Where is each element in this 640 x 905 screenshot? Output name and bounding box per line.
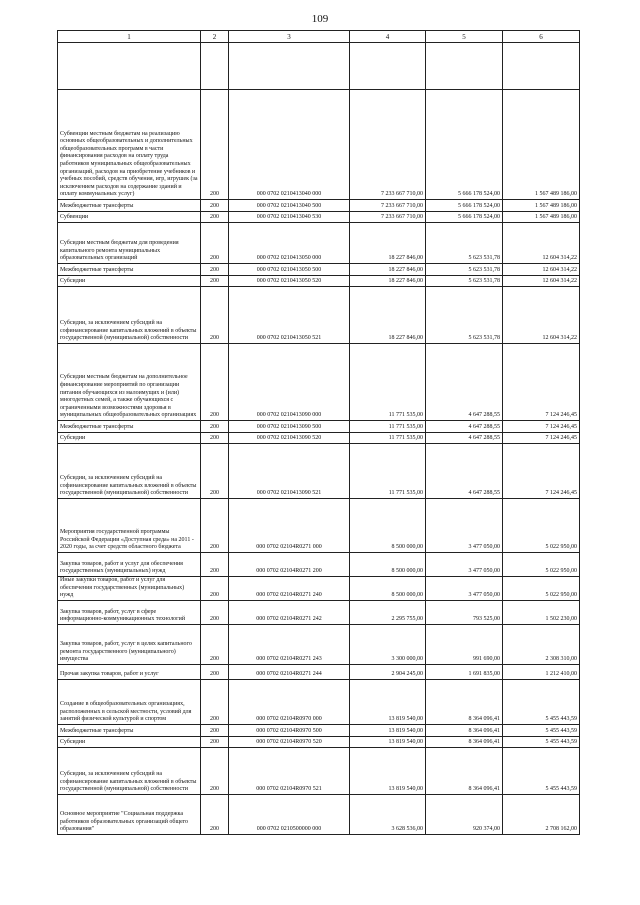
row-kvr: 200 (201, 344, 229, 421)
row-name: Субсидии (58, 433, 201, 444)
row-value-remaining: 7 124 246,45 (503, 421, 580, 433)
row-code: 000 0702 0210413050 000 (229, 223, 350, 264)
table-row (58, 212, 580, 223)
row-name: Межбюджетные трансферты (58, 725, 201, 737)
row-value-approved: 18 227 846,00 (350, 276, 426, 287)
row-value-remaining: 12 604 314,22 (503, 287, 580, 344)
row-code: 000 0702 02104R0970 500 (229, 725, 350, 737)
row-value-approved: 11 771 535,00 (350, 433, 426, 444)
col-header-3: 3 (229, 31, 350, 43)
row-name: Закупка товаров, работ, услуг в целях капитального ремонта государственного (муниципального) имущества (58, 625, 201, 665)
row-value-remaining: 5 022 950,00 (503, 499, 580, 553)
row-value-approved: 13 819 540,00 (350, 680, 426, 725)
row-kvr: 200 (201, 499, 229, 553)
table-header-row (58, 31, 580, 43)
row-code: 000 0702 0210413090 500 (229, 421, 350, 433)
col-header-4: 4 (350, 31, 426, 43)
row-code: 000 0702 02104R0271 243 (229, 625, 350, 665)
col-header-2: 2 (201, 31, 229, 43)
row-value-executed: 920 374,00 (426, 795, 503, 835)
row-value-approved: 13 819 540,00 (350, 737, 426, 748)
table-row (58, 553, 580, 577)
row-kvr: 200 (201, 577, 229, 601)
row-value-approved: 18 227 846,00 (350, 264, 426, 276)
row-value-approved (350, 43, 426, 90)
row-name: Субсидии, за исключением субсидий на софинансирование капитальных вложений в объекты государственной (муниципальной) собственности (58, 444, 201, 499)
row-kvr: 200 (201, 433, 229, 444)
row-code: 000 0702 0210413040 500 (229, 200, 350, 212)
row-code: 000 0702 0210500000 000 (229, 795, 350, 835)
row-value-remaining: 7 124 246,45 (503, 344, 580, 421)
row-value-approved: 11 771 535,00 (350, 344, 426, 421)
row-code: 000 0702 0210413050 520 (229, 276, 350, 287)
table-row (58, 287, 580, 344)
row-value-remaining: 5 455 443,59 (503, 737, 580, 748)
row-kvr: 200 (201, 680, 229, 725)
row-value-remaining: 5 455 443,59 (503, 725, 580, 737)
row-name: Иные закупки товаров, работ и услуг для обеспечения государственных (муниципальных) нужд (58, 577, 201, 601)
row-name: Прочая закупка товаров, работ и услуг (58, 665, 201, 680)
col-header-6: 6 (503, 31, 580, 43)
row-value-remaining: 1 567 489 186,00 (503, 90, 580, 200)
row-code: 000 0702 0210413050 521 (229, 287, 350, 344)
row-name: Межбюджетные трансферты (58, 421, 201, 433)
row-value-executed: 8 364 096,41 (426, 725, 503, 737)
row-value-remaining: 12 604 314,22 (503, 264, 580, 276)
table-row (58, 43, 580, 90)
row-kvr: 200 (201, 200, 229, 212)
row-value-approved: 18 227 846,00 (350, 223, 426, 264)
table-row (58, 665, 580, 680)
row-value-remaining (503, 43, 580, 90)
row-value-approved: 7 233 667 710,00 (350, 90, 426, 200)
table-row (58, 737, 580, 748)
row-name: Межбюджетные трансферты (58, 200, 201, 212)
row-kvr: 200 (201, 287, 229, 344)
row-value-executed: 1 691 835,00 (426, 665, 503, 680)
row-value-remaining: 1 567 489 186,00 (503, 212, 580, 223)
row-value-executed: 4 647 288,55 (426, 344, 503, 421)
row-value-remaining: 1 502 230,00 (503, 601, 580, 625)
row-name: Основное мероприятие "Социальная поддержка работников образовательных организаций общего образования" (58, 795, 201, 835)
table-row (58, 577, 580, 601)
row-value-remaining: 12 604 314,22 (503, 276, 580, 287)
row-value-approved: 2 904 245,00 (350, 665, 426, 680)
row-name: Субсидии местным бюджетам на дополнительное финансирование мероприятий по организации питания обучающихся из малоимущих и (или) многодетных семей, а также обучающихся с ограниченными возможностями здоровья в муниципальных общеобразовательных организациях (58, 344, 201, 421)
row-value-remaining: 1 567 489 186,00 (503, 200, 580, 212)
row-value-executed: 8 364 096,41 (426, 737, 503, 748)
row-name: Закупка товаров, работ и услуг для обеспечения государственных (муниципальных) нужд (58, 553, 201, 577)
row-code: 000 0702 0210413040 000 (229, 90, 350, 200)
row-value-approved: 7 233 667 710,00 (350, 212, 426, 223)
row-name (58, 43, 201, 90)
row-code: 000 0702 02104R0271 000 (229, 499, 350, 553)
row-kvr: 200 (201, 737, 229, 748)
row-value-executed: 3 477 050,00 (426, 577, 503, 601)
row-value-remaining: 5 455 443,59 (503, 748, 580, 795)
row-value-executed: 4 647 288,55 (426, 421, 503, 433)
row-value-approved: 11 771 535,00 (350, 421, 426, 433)
row-value-approved: 13 819 540,00 (350, 725, 426, 737)
table-row (58, 200, 580, 212)
row-value-executed: 793 525,00 (426, 601, 503, 625)
row-name: Межбюджетные трансферты (58, 264, 201, 276)
row-name: Субсидии, за исключением субсидий на софинансирование капитальных вложений в объекты государственной (муниципальной) собственности (58, 287, 201, 344)
table-row (58, 748, 580, 795)
row-value-approved: 8 500 000,00 (350, 499, 426, 553)
table-row (58, 421, 580, 433)
row-value-executed: 5 666 178 524,00 (426, 200, 503, 212)
table-row (58, 601, 580, 625)
row-code: 000 0702 02104R0271 240 (229, 577, 350, 601)
col-header-5: 5 (426, 31, 503, 43)
row-code: 000 0702 02104R0271 244 (229, 665, 350, 680)
table-row (58, 499, 580, 553)
row-code: 000 0702 0210413050 500 (229, 264, 350, 276)
row-value-executed: 5 666 178 524,00 (426, 90, 503, 200)
row-name: Субсидии местным бюджетам для проведения капитального ремонта муниципальных образовательных организаций (58, 223, 201, 264)
row-value-remaining: 2 708 162,00 (503, 795, 580, 835)
row-name: Субсидии, за исключением субсидий на софинансирование капитальных вложений в объекты государственной (муниципальной) собственности (58, 748, 201, 795)
table-row (58, 625, 580, 665)
table-row (58, 680, 580, 725)
budget-table (57, 30, 580, 835)
row-value-approved: 18 227 846,00 (350, 287, 426, 344)
table-row (58, 276, 580, 287)
row-value-remaining: 1 212 410,00 (503, 665, 580, 680)
row-value-approved: 11 771 535,00 (350, 444, 426, 499)
row-value-remaining: 12 604 314,22 (503, 223, 580, 264)
row-value-executed: 8 364 096,41 (426, 748, 503, 795)
row-kvr: 200 (201, 625, 229, 665)
row-kvr: 200 (201, 553, 229, 577)
row-value-executed: 991 690,00 (426, 625, 503, 665)
row-kvr: 200 (201, 601, 229, 625)
row-name: Мероприятия государственной программы Российской Федерации «Доступная среда» на 2011 - 2020 годы, за счет средств областного бюджета (58, 499, 201, 553)
table-row (58, 344, 580, 421)
row-value-executed: 3 477 050,00 (426, 499, 503, 553)
row-name: Создание в общеобразовательных организациях, расположенных в сельской местности, условий для занятий физической культурой и спортом (58, 680, 201, 725)
row-value-remaining: 2 308 310,00 (503, 625, 580, 665)
row-value-remaining: 7 124 246,45 (503, 433, 580, 444)
row-value-remaining: 5 022 950,00 (503, 553, 580, 577)
row-value-executed: 8 364 096,41 (426, 680, 503, 725)
row-code: 000 0702 02104R0271 242 (229, 601, 350, 625)
row-name: Субсидии (58, 276, 201, 287)
row-kvr: 200 (201, 264, 229, 276)
row-value-executed: 5 666 178 524,00 (426, 212, 503, 223)
row-kvr: 200 (201, 748, 229, 795)
row-kvr: 200 (201, 421, 229, 433)
table-row (58, 264, 580, 276)
row-value-approved: 3 628 536,00 (350, 795, 426, 835)
row-code: 000 0702 0210413090 521 (229, 444, 350, 499)
row-kvr: 200 (201, 665, 229, 680)
row-value-executed: 5 623 531,78 (426, 264, 503, 276)
row-code: 000 0702 0210413090 520 (229, 433, 350, 444)
row-value-remaining: 5 022 950,00 (503, 577, 580, 601)
table-row (58, 90, 580, 200)
row-code: 000 0702 02104R0970 520 (229, 737, 350, 748)
row-code: 000 0702 0210413040 530 (229, 212, 350, 223)
row-code: 000 0702 02104R0970 000 (229, 680, 350, 725)
row-value-remaining: 5 455 443,59 (503, 680, 580, 725)
row-code: 000 0702 0210413090 000 (229, 344, 350, 421)
row-code: 000 0702 02104R0271 200 (229, 553, 350, 577)
row-kvr (201, 43, 229, 90)
table-row (58, 433, 580, 444)
row-kvr: 200 (201, 90, 229, 200)
row-name: Субсидии (58, 737, 201, 748)
row-value-executed: 4 647 288,55 (426, 444, 503, 499)
row-value-approved: 3 300 000,00 (350, 625, 426, 665)
row-value-executed (426, 43, 503, 90)
row-kvr: 200 (201, 725, 229, 737)
row-kvr: 200 (201, 223, 229, 264)
row-value-executed: 4 647 288,55 (426, 433, 503, 444)
row-code (229, 43, 350, 90)
table-row (58, 725, 580, 737)
row-value-approved: 2 295 755,00 (350, 601, 426, 625)
row-value-executed: 5 623 531,78 (426, 287, 503, 344)
row-name: Субвенции (58, 212, 201, 223)
row-value-executed: 5 623 531,78 (426, 276, 503, 287)
row-value-executed: 5 623 531,78 (426, 223, 503, 264)
row-kvr: 200 (201, 212, 229, 223)
row-value-remaining: 7 124 246,45 (503, 444, 580, 499)
row-value-approved: 13 819 540,00 (350, 748, 426, 795)
row-kvr: 200 (201, 795, 229, 835)
row-kvr: 200 (201, 444, 229, 499)
row-name: Субвенции местным бюджетам на реализацию основных общеобразовательных и дополнительных общеобразовательных программ в части финансирования расходов на оплату труда работников муниципальных общеобразовательных организаций, расходов на приобретение учебников и учебных пособий, средств обучения, игр, игрушек (за исключением расходов на содержание зданий и оплату коммунальных услуг) (58, 90, 201, 200)
row-value-executed: 3 477 050,00 (426, 553, 503, 577)
table-row (58, 444, 580, 499)
row-kvr: 200 (201, 276, 229, 287)
row-code: 000 0702 02104R0970 521 (229, 748, 350, 795)
col-header-1: 1 (58, 31, 201, 43)
page-number: 109 (311, 13, 329, 25)
row-value-approved: 8 500 000,00 (350, 553, 426, 577)
table-row (58, 223, 580, 264)
table-row (58, 795, 580, 835)
row-value-approved: 7 233 667 710,00 (350, 200, 426, 212)
row-value-approved: 8 500 000,00 (350, 577, 426, 601)
row-name: Закупка товаров, работ, услуг в сфере информационно-коммуникационных технологий (58, 601, 201, 625)
